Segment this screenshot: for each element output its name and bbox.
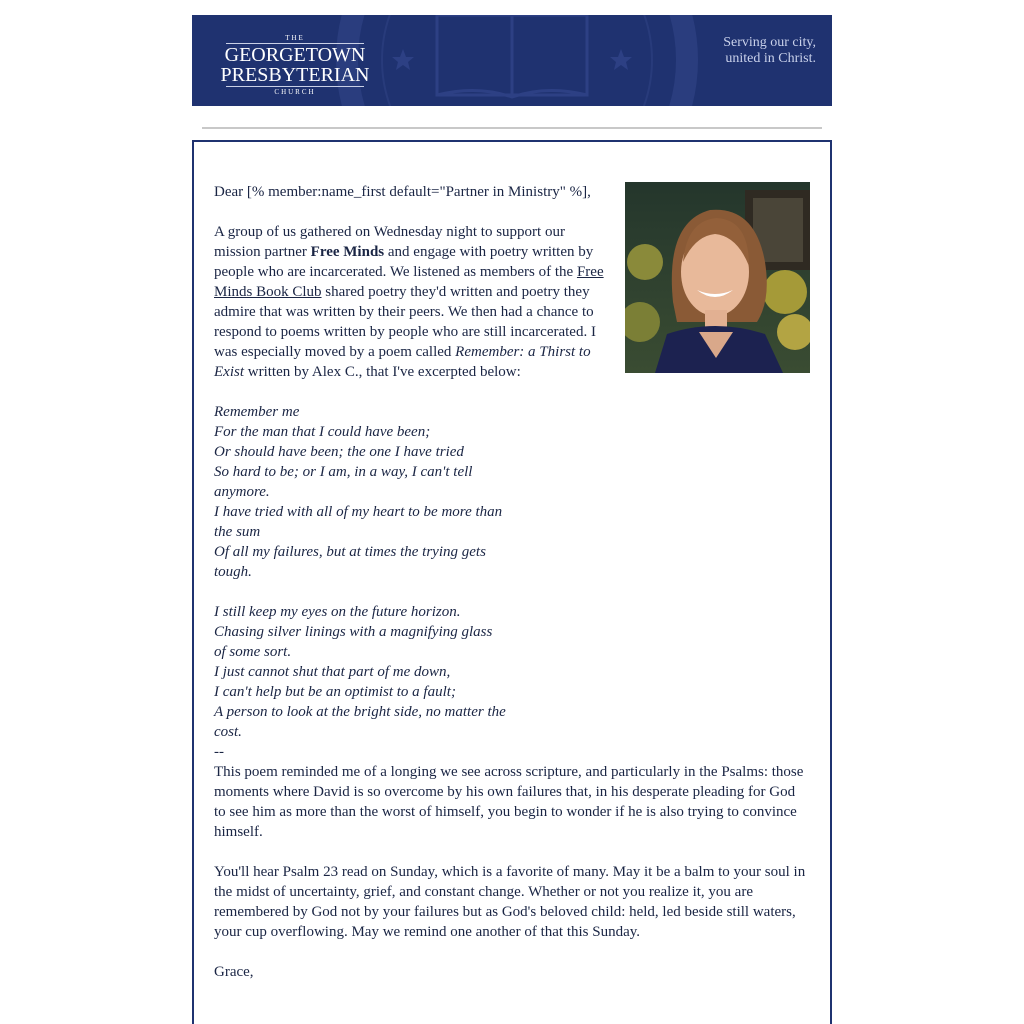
church-logo[interactable] [220,35,370,96]
greeting: Dear [% member:name_first default="Partner in Ministry" %], [214,184,591,200]
poem-stanza-1 [214,402,810,582]
tagline-line-1: Serving our city, [723,35,816,50]
letter-card [192,140,832,1024]
poem-line: the sum [214,524,261,540]
poem-line: anymore. [214,484,270,500]
poem-line: For the man that I could have been; [214,424,431,440]
letter-body [214,182,810,1002]
poem-line: Chasing silver linings with a magnifying glass [214,624,493,640]
closing: Grace, [214,964,254,980]
p1-text-3: shared poetry they'd written and poetry they admire that was written by their peers. We then had a chance to respond to poems written by people who are still incarcerated. I was especially moved by a poem called [214,284,596,360]
tagline-line-2: united in Christ. [725,51,816,66]
paragraph-3: You'll hear Psalm 23 read on Sunday, which is a favorite of many. May it be a balm to your soul in the midst of uncertainty, grief, and constant change. Whether or not you realize it, you are remembered by God not by your failures but as God's beloved child: held, led beside still waters, your cup overflowing. May we remind one another of that this Sunday. [214,864,806,940]
p1-text-2: and engage with poetry written by people who are incarcerated. We listened as members of the [214,244,594,280]
logo-rule-bottom [226,86,364,87]
header-banner [192,15,832,106]
logo-the: THE [285,34,305,42]
poem-line: A person to look at the bright side, no matter the [214,704,506,720]
paragraph-2: This poem reminded me of a longing we see across scripture, and particularly in the Psalms: those moments where David is so overcome by his own failures that, in his desperate pleading for God to see him as more than the worst of himself, you begin to wonder if he is also trying to convince himself. [214,764,804,840]
poem-line: Remember me [214,404,300,420]
p1-text-4: written by Alex C., that I've excerpted below: [244,364,521,380]
logo-georgetown: GEORGETOWN [224,44,366,66]
poem-line: cost. [214,724,242,740]
poem-line: of some sort. [214,644,292,660]
poem-line: So hard to be; or I am, in a way, I can't tell [214,464,473,480]
poem-line: tough. [214,564,252,580]
pastor-photo [625,182,810,373]
tagline [723,35,816,67]
header-divider [202,127,822,129]
separator: -- [214,744,224,760]
poem-line: Of all my failures, but at times the trying gets [214,544,486,560]
poem-line: I can't help but be an optimist to a fault; [214,684,456,700]
poem-stanza-2 [214,602,810,742]
poem-line: Or should have been; the one I have tried [214,444,464,460]
poem-line: I have tried with all of my heart to be more than [214,504,503,520]
logo-presbyterian: PRESBYTERIAN [220,64,370,86]
logo-church: CHURCH [274,88,316,96]
poem-line: I still keep my eyes on the future horizon. [214,604,461,620]
p1-text-1: A group of us gathered on Wednesday night to support our mission partner [214,224,565,260]
free-minds-book-club-link[interactable]: Free Minds Book Club [214,264,604,300]
poem-line: I just cannot shut that part of me down, [214,664,451,680]
free-minds-bold: Free Minds [310,244,385,260]
poem-title: Remember: a Thirst to Exist [214,344,591,380]
